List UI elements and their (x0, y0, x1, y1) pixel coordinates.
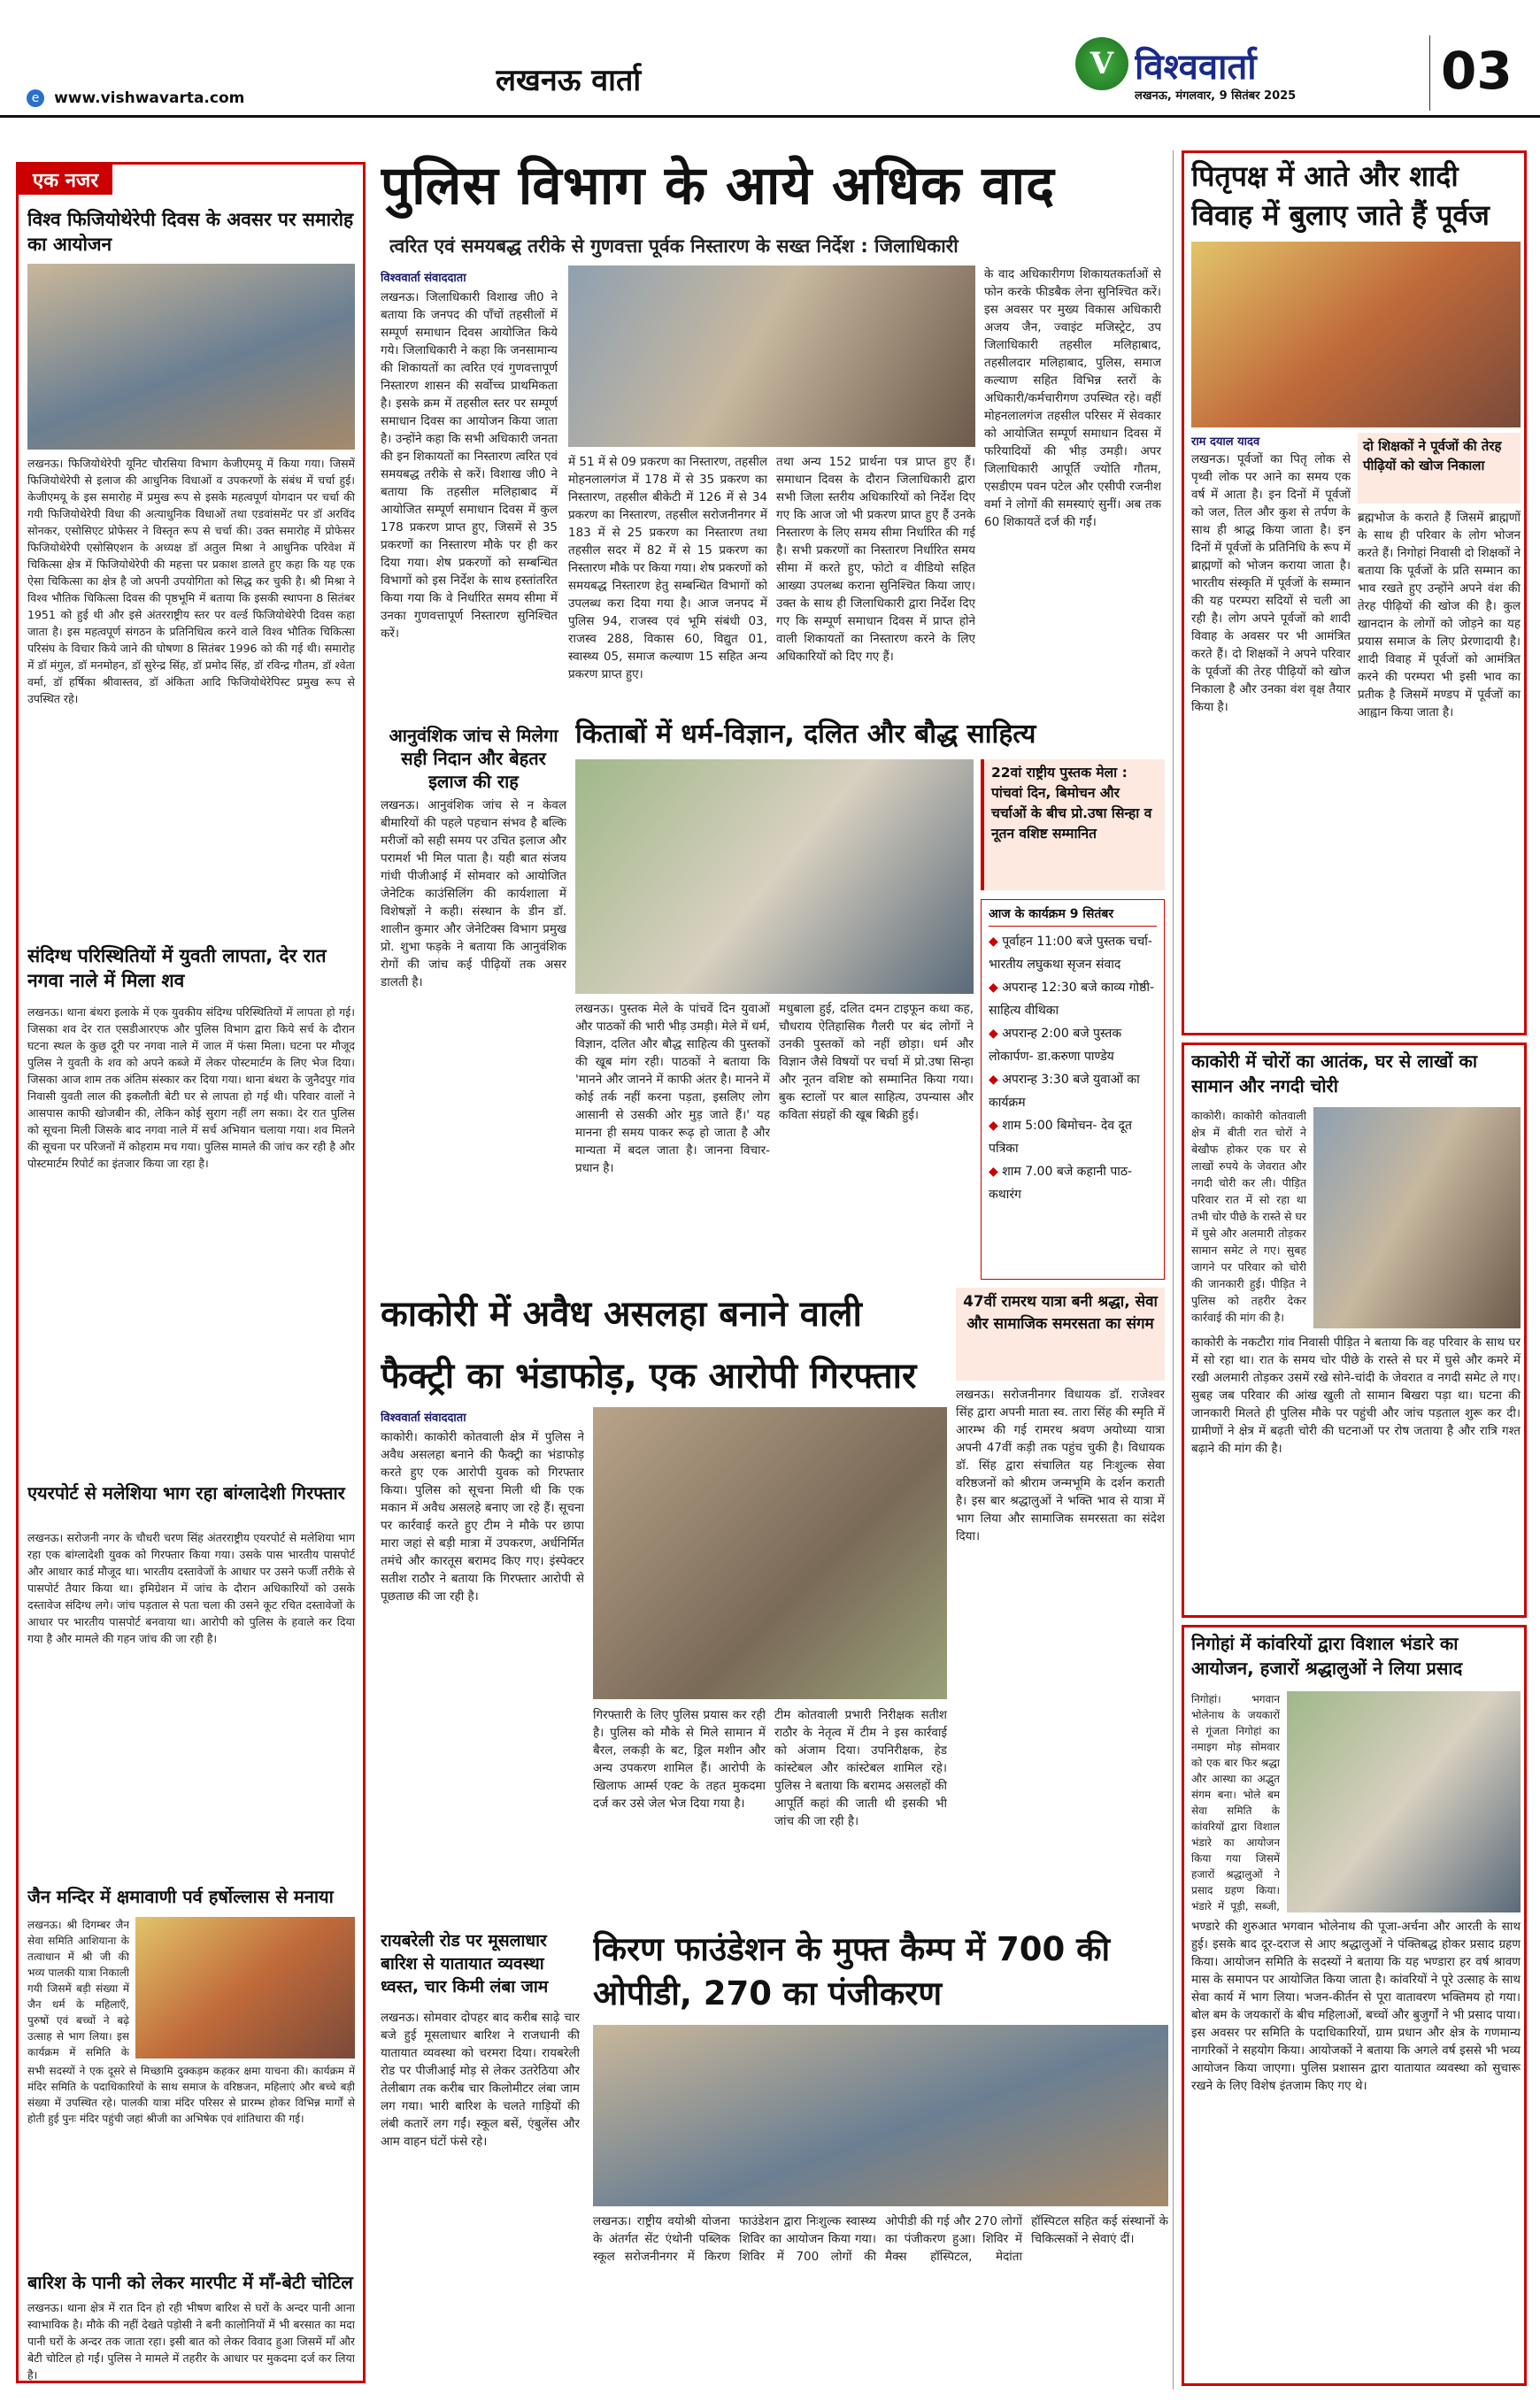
rain-fight-body: लखनऊ। थाना क्षेत्र में रात दिन हो रही भीषण बारिश से घरों के अन्दर पानी आना स्वाभाविक है। मौके की नहीं देखते पड़ोसी ने बनी कालोनियों में भी बरसात का मदा पानी घरों के अन्दर तक जाता रहा। इसी बात को लेकर विवाद हुआ जिसमें माँ और बेटी चोटिल हो गईं। पुलिस ने मामले में तहरीर के आधार पर मुकदमा दर्ज कर लिया है। (27, 2301, 355, 2382)
section-title: लखनऊ वार्ता (496, 63, 642, 98)
lead-byline: विश्ववार्ता संवाददाता (381, 272, 466, 285)
schedule-list (989, 930, 1157, 1206)
kiran-body: लखनऊ। राष्ट्रीय वयोश्री योजना के अंतर्गत सेंट एंथोनी पब्लिक स्कूल सरोजनीनगर में किरण फाउंडेशन द्वारा निःशुल्क स्वास्थ्य शिविर का आयोजन किया गया। शिविर में 700 लोगों की ओपीडी की गई और 270 लोगों का पंजीकरण हुआ। शिविर में मैक्स हॉस्पिटल, मेदांता हॉस्पिटल सहित कई संस्थानों के चिकित्सकों ने सेवाएं दीं। (593, 2214, 1168, 2264)
books-body1: लखनऊ। पुस्तक मेले के पांचवें दिन युवाओं और पाठकों की भारी भीड़ उमड़ी। मेले में धर्म, विज्ञान, दलित और बौद्ध साहित्य की पुस्तकों की खूब मांग रही। पाठकों ने बताया कि 'मानने और जानने में काफी अंतर है। मानने में कोई तर्क नहीं करना पड़ता, इसलिए लोग आसानी से उसकी ओर मुड़ जाते हैं।' यह मानना ही समय पाकर रूढ़ हो जाता है और मान्यता में बदल जाता है। जानना विचार-प्रधान है। (575, 1002, 770, 1175)
clock-icon: ◆ (989, 1027, 998, 1041)
pitrapaksh-headline: पितृपक्ष में आते और शादी विवाह में बुलाए जाते हैं पूर्वज (1191, 159, 1490, 232)
bhandara-body: निगोहां। भगवान भोलेनाथ के जयकारों से गूंजता निगोहां का नमाइग मोड़ सोमवार को एक बार फिर श्रद्धा और आस्था का अद्भुत संगम बना। भोले बम सेवा समिति के कांवरियों द्वारा विशाल भंडारे का आयोजन किया गया जिसमें हजारों श्रद्धालुओं ने प्रसाद ग्रहण किया। भंडारे में पूड़ी, सब्जी, (1191, 1693, 1280, 1912)
jain-headline: जैन मन्दिर में क्षमावाणी पर्व हर्षोल्लास से मनाया (27, 1886, 334, 1907)
schedule-item: ◆ अपरान्ह 12:30 बजे काव्य गोष्ठी- साहित्य वीथिका (989, 981, 1155, 1018)
pitrapaksh-highlight-box (1358, 433, 1521, 504)
jain-photo (135, 1917, 355, 2059)
raebareli-headline: रायबरेली रोड पर मूसलाधार बारिश से यातायात व्यवस्था ध्वस्त, चार किमी लंबा जाम (381, 1931, 549, 1997)
lead-col1: लखनऊ। जिलाधिकारी विशाख जी0 ने बताया कि जनपद की पाँचों तहसीलों में सम्पूर्ण समाधान दिवस आयोजित किये गये। जिलाधिकारी ने कहा कि जनसामान्य की शिकायतों का त्वरित एवं गुणवत्तापूर्ण निस्तारण शासन की सर्वोच्च प्राथमिकता है। इसके क्रम में तहसील स्तर पर सम्पूर्ण समाधान दिवस का आयोजन किया जाता है। उन्होंने कहा कि सभी अधिकारी जनता की इन शिकायतों का निस्तारण त्वरित एवं समयबद्ध तरीके से करें। विशाख जी0 ने बताया कि तहसील मलिहाबाद में आयोजित सम्पूर्ण समाधान दिवस में कुल 178 प्रकरण प्राप्त हुए, जिसमें से 35 प्रकरणों का निस्तारण मौके पर ही कर दिया गया। शेष प्रकरणों को सम्बन्धित विभागों को इस निर्देश के साथ हस्तांतरित किया गया कि वे निर्धारित समय सीमा में उनका गुणवत्तापूर्ण निस्तारण सुनिश्चित करें। (381, 290, 558, 641)
kakori-body2: गिरफ्तारी के लिए पुलिस प्रयास कर रही है। पुलिस को मौके से मिले सामान में बैरल, लकड़ी के बट, ड्रिल मशीन और अन्य उपकरण शामिल हैं। आरोपी के खिलाफ आर्म्स एक्ट के तहत मुकदमा दर्ज कर उसे जेल भेज दिया गया है। (593, 1708, 766, 1811)
airport-headline: एयरपोर्ट से मलेशिया भाग रहा बांग्लादेशी गिरफ्तार (27, 1482, 345, 1504)
dateline: लखनऊ, मंगलवार, 9 सितंबर 2025 (1135, 89, 1297, 103)
thieves-box (1182, 1043, 1527, 1618)
schedule-item: ◆ शाम 5:00 बिमोचन- देव दूत पत्रिका (989, 1119, 1132, 1156)
pitrapaksh-body-cont: ब्रह्मभोज के कराते हैं जिसमें ब्राह्मणों के साथ ही परिवार के लोग भोजन करते हैं। निगोहां निवासी दो शिक्षकों ने बताया कि पूर्वजों के प्रति सम्मान का भाव रखते हुए उन्होंने अपने वंश की तेरह पीढ़ियों की खोज की है। कुल खानदान के लोगों को जोड़ने का यह प्रयास समाज के लिए प्रेरणादायी है। शादी विवाह में पूर्वजों को आमंत्रित करने की परम्परा भी इसी भाव का प्रतीक है जिसमें मण्डप में पूर्वजों का आह्वान किया जाता है। (1358, 511, 1521, 720)
kakori-byline: विश्ववार्ता संवाददाता (381, 1412, 466, 1425)
kakori-headline: काकोरी में अवैध असलहा बनाने वाली फैक्ट्री का भंडाफोड़, एक आरोपी गिरफ्तार (381, 1294, 917, 1397)
genetic-headline: आनुवंशिक जांच से मिलेगा सही निदान और बेहतर इलाज की राह (389, 725, 558, 792)
schedule-item: ◆ पूर्वाहन 11:00 बजे पुस्तक चर्चा- भारतीय लघुकथा सृजन संवाद (989, 935, 1152, 972)
page-number-text: 03 (1441, 41, 1513, 101)
ramrath-headline: 47वीं रामरथ यात्रा बनी श्रद्धा, सेवा और सामाजिक समरसता का संगम (963, 1293, 1158, 1333)
clock-icon: ◆ (989, 1165, 998, 1179)
kakori-body3: टीम कोतवाली प्रभारी निरीक्षक सतीश राठौर के नेतृत्व में टीम ने इस कार्रवाई को अंजाम दिया। उपनिरीक्षक, हेड कांस्टेबल और कांस्टेबल शामिल रहे। पुलिस ने बताया कि बरामद असलहों की आपूर्ति कहां की जाती थी इसकी भी जांच की जा रही है। (774, 1708, 947, 1828)
schedule-item: ◆ शाम 7.00 बजे कहानी पाठ- कथारंग (989, 1165, 1133, 1202)
raebareli-body: लखनऊ। सोमवार दोपहर बाद करीब साढ़े चार बजे हुई मूसलाधार बारिश ने राजधानी की यातायात व्यवस्था को चरमरा दिया। रायबरेली रोड पर पीजीआई मोड़ से लेकर उतरेठिया और तेलीबाग तक करीब चार किलोमीटर लंबा जाम लग गया। भारी बारिश के चलते गाड़ियों की लंबी कतारें लग गईं। स्कूल बसें, एंबुलेंस और आम वाहन घंटों फंसे रहे। (381, 2011, 580, 2149)
clock-icon: ◆ (989, 935, 998, 949)
airport-body: लखनऊ। सरोजनी नगर के चौधरी चरण सिंह अंतरराष्ट्रीय एयरपोर्ट से मलेशिया भाग रहा एक बांग्लादेशी युवक को गिरफ्तार किया गया। उसके पास भारतीय पासपोर्ट और आधार कार्ड मौजूद था। भारतीय दस्तावेजों के आधार पर उसने फर्जी तरीके से पासपोर्ट तैयार किया था। इमिग्रेशन में जांच के दौरान अधिकारियों को उसके दस्तावेज संदिग्ध लगे। जांच पड़ताल से पता चला की उसने कूट रचित दस्तावेजों के आधार पर भारतीय पासपोर्ट बनवाया था। आरोपी को पुलिस के हवाले कर दिया गया है और मामले की गहन जांच की जा रही है। (27, 1531, 355, 1645)
clock-icon: ◆ (989, 1119, 998, 1133)
clock-icon: ◆ (989, 981, 998, 995)
ek-nazar-tag: एक नजर (19, 165, 112, 195)
schedule-item: ◆ अपरान्ह 3:30 बजे युवाओं का कार्यक्रम (989, 1073, 1140, 1110)
lead-col4: के वाद अधिकारीगण शिकायतकर्ताओं से फोन करके फीडबैक लेना सुनिश्चित करें। इस अवसर पर मुख्य विकास अधिकारी अजय जैन, ज्वाइंट मजिस्ट्रेट, उप जिलाधिकारी तहसील मलिहाबाद, तहसीलदार मलिहाबाद, पुलिस, समाज कल्याण सहित विभिन्न स्तरों के अधिकारी/कर्मचारीगण उपस्थित रहे। वहीं मोहनलालगंज तहसील परिसर में सेवकार को आयोजित सम्पूर्ण समाधान दिवस में फरियादियों की भीड़ उमड़ी। अपर जिलाधिकारी आपूर्ति ज्योति गौतम, एसडीएम पवन पटेल और एसीपी रजनीश वर्मा ने लोगों की समस्याएं सुनीं। अब तक 60 शिकायतें दर्ज की गईं। (984, 267, 1161, 529)
schedule-item: ◆ अपरान्ह 2:00 बजे पुस्तक लोकार्पण- डा.करुणा पाण्डेय (989, 1027, 1122, 1064)
brand-name: विश्ववार्ता (1135, 47, 1257, 88)
kakori-body1: काकोरी। काकोरी कोतवाली क्षेत्र में पुलिस ने अवैध असलहा बनाने की फैक्ट्री का भंडाफोड़ करते हुए एक आरोपी युवक को गिरफ्तार किया। पुलिस को सूचना मिली थी कि एक मकान में अवैध असलहे बनाए जा रहे हैं। सूचना पर कार्रवाई करते हुए टीम ने मौके पर छापा मारा जहां से बड़ी मात्रा में उपकरण, अर्धनिर्मित तमंचे और कारतूस बरामद किए गए। इंस्पेक्टर सतीश राठौर ने बताया कि गिरफ्तार आरोपी से पूछताछ की जा रही है। (381, 1430, 584, 1604)
pitrapaksh-photo (1191, 242, 1521, 427)
lead-col2: में 51 में से 09 प्रकरण का निस्तारण, तहसील मोहनलालगंज में 178 में से 35 प्रकरण का निस्तारण, तहसील बीकेटी में 126 में से 34 प्रकरण का निस्तारण, तहसील सरोजनीनगर में 183 में से 25 प्रकरण का निस्तारण तथा तहसील सदर में 82 में से 15 प्रकरण का निस्तारण मौके पर किया गया। शेष प्रकरणों को समयबद्ध निस्तारण हेतु सम्बन्धित विभागों को उपलब्ध करा दिया गया है। आज जनपद में पुलिस 94, राजस्व एवं भूमि संबंधी 03, राजस्व 288, विकास 60, विद्युत 01, स्वास्थ्य 05, समाज कल्याण 15 सहित अन्य प्रकरण प्राप्त हुए। (568, 455, 767, 681)
website-row[interactable] (27, 88, 381, 112)
books-headline: किताबों में धर्म-विज्ञान, दलित और बौद्ध साहित्य (575, 719, 1036, 750)
masthead-rule (0, 115, 1540, 118)
globe-icon: e (27, 89, 44, 107)
right-divider (1173, 150, 1174, 2389)
ramrath-box (956, 1288, 1165, 1381)
physio-photo (27, 264, 355, 450)
jain-body: लखनऊ। श्री दिगम्बर जैन सेवा समिति आशियाना के तत्वाधान में श्री जी की भव्य पालकी यात्रा निकाली गयी जिसमें बड़ी संख्या में जैन धर्म के महिलाएँ, पुरुषों एवं बच्चों ने बढ़े उत्साह से भाग लिया। इस कार्यक्रम में समिति के (27, 1919, 129, 2059)
masthead (0, 0, 1540, 115)
jain-body-cont: सभी सदस्यों ने एक दूसरे से मिच्छामि दुक्कड़म कहकर क्षमा याचना की। कार्यक्रम में मंदिर समिति के पदाधिकारियों के साथ समाज के वरिष्ठजन, महिलाएं और बच्चे बड़ी संख्या में उपस्थित रहे। पालकी यात्रा मंदिर परिसर से प्रारम्भ होकर विभिन्न मार्गों से होती हुई पुनः मंदिर पहुंची जहां श्रीजी का अभिषेक एवं शांतिधारा की गई। (27, 2065, 355, 2125)
clock-icon: ◆ (989, 1073, 998, 1087)
bhandara-body-cont: भण्डारे की शुरुआत भगवान भोलेनाथ की पूजा-अर्चना और आरती के साथ हुई। इसके बाद दूर-दराज से आए श्रद्धालुओं ने पंक्तिबद्ध होकर प्रसाद ग्रहण किया। आयोजन समिति के सदस्यों ने बताया कि यह भण्डारा हर वर्ष श्रावण मास के समापन पर आयोजित किया जाता है। कांवरियों ने पूरे उत्साह के साथ सेवा कार्य में भाग लिया। भजन-कीर्तन से पूरा वातावरण भक्तिमय हो गया। बोल बम के जयकारों के बीच महिलाओं, बच्चों और बुजुर्गों ने भी प्रसाद पाया। इस अवसर पर समिति के पदाधिकारियों, ग्राम प्रधान और क्षेत्र के गणमान्य नागरिकों ने सहयोग किया। आयोजकों ने बताया कि अगले वर्ष इससे भी भव्य आयोजन किया जाएगा। पुलिस प्रशासन द्वारा यातायात व्यवस्था को सुचारू रखने के लिए विशेष इंतजाम किए गए थे। (1191, 1920, 1521, 2093)
thieves-photo (1313, 1107, 1521, 1328)
lead-photo (568, 265, 975, 447)
ramrath-body: लखनऊ। सरोजनीनगर विधायक डॉ. राजेश्वर सिंह द्वारा अपनी माता स्व. तारा सिंह की स्मृति में आरम्भ की गई रामरथ श्रवण अयोध्या यात्रा अपनी 47वीं कड़ी तक पहुंच चुकी है। विधायक डॉ. सिंह द्वारा संचालित यह निःशुल्क सेवा वरिष्ठजनों को श्रीराम जन्मभूमि के दर्शन कराती है। इस बार श्रद्धालुओं ने भक्ति भाव से यात्रा में भाग लिया और सामाजिक समरसता का संदेश दिया। (956, 1388, 1165, 1543)
page-number (1429, 35, 1430, 111)
thieves-body-cont: काकोरी के नकटौरा गांव निवासी पीड़ित ने बताया कि वह परिवार के साथ घर में सो रहा था। रात के समय चोर पीछे के रास्ते से घर में घुसे और कमरे में रखी अलमारी तोड़कर उसमें रखे सोने-चांदी के जेवरात व नगदी समेट ले गए। सुबह जब परिवार की आंख खुली तो सामान बिखरा पड़ा था। घटना की जानकारी मिलते ही पुलिस मौके पर पहुंची और जांच पड़ताल शुरू कर दी। ग्रामीणों ने क्षेत्र में बढ़ती चोरी की घटनाओं पर रोष जताया है और रात्रि गश्त बढ़ाने की मांग की है। (1191, 1335, 1521, 1456)
books-highlight: 22वां राष्ट्रीय पुस्तक मेला : पांचवां दिन, बिमोचन और चर्चाओं के बीच प्रो.उषा सिन्हा व नूतन वशिष्ट सम्मानित (991, 765, 1152, 842)
bhandara-headline: निगोहां में कांवरियों द्वारा विशाल भंडारे का आयोजन, हजारों श्रद्धालुओं ने लिया प्रसाद (1191, 1633, 1463, 1679)
thieves-headline: काकोरी में चोरों का आतंक, घर से लाखों का सामान और नगदी चोरी (1191, 1050, 1478, 1097)
ek-nazar-box (16, 162, 366, 2383)
website-link[interactable]: www.vishwavarta.com (54, 88, 245, 107)
pitrapaksh-byline: राम दयाल यादव (1191, 435, 1260, 449)
pitrapaksh-highlight: दो शिक्षकों ने पूर्वजों की तेरह पीढ़ियों को खोज निकाला (1363, 438, 1502, 473)
kiran-photo (593, 2025, 1168, 2206)
lead-subhead: त्वरित एवं समयबद्ध तरीके से गुणवत्ता पूर्वक निस्तारण के सख्त निर्देश : जिलाधिकारी (389, 235, 959, 257)
rain-fight-headline: बारिश के पानी को लेकर मारपीट में माँ-बेटी चोटिल (27, 2272, 353, 2293)
missing-girl-body: लखनऊ। थाना बंथरा इलाके में एक युवकीय संदिग्ध परिस्थितियों में लापता हो गई। जिसका शव देर रात एसडीआरएफ और पुलिस विभाग द्वारा किये सर्च के दौरान घटना स्थल के कुछ दूरी पर नगवा नाले में जाल में फंसा मिला। घटना पर मौजूद पुलिस ने युवती के शव को अपने कब्जे में लेकर पोस्टमार्टम के लिए भेज दिया। जिसका आज शाम तक अंतिम संस्कार कर दिया गया। थाना बंथरा के जुनैदपुर गांव निवासी युवती लाल की इकलौती बेटी घर से लापता हो गई थी। परिवार वालों ने आसपास काफी खोजबीन की, लेकिन कोई सुराग नहीं लग सका। देर रात पुलिस को सूचना मिली जिसके बाद नगवा नाले में सर्च अभियान चलाया गया। शव मिलने की सूचना पर परिजनों में कोहराम मच गया। पुलिस मामले की जांच कर रही है और पोस्टमार्टम रिपोर्ट का इंतजार किया जा रहा है। (27, 1005, 355, 1170)
bhandara-photo (1287, 1691, 1521, 1912)
thieves-body: काकोरी। काकोरी कोतवाली क्षेत्र में बीती रात चोरों ने बेखौफ होकर एक घर से लाखों रुपये के जेवरात और नगदी चोरी कर ली। पीड़ित परिवार रात में सो रहा था तभी चोर पीछे के रास्ते से घर में घुसे और अलमारी तोड़कर सामान समेट ले गए। सुबह जागने पर परिवार को चोरी की जानकारी हुई। पीड़ित ने पुलिस को तहरीर देकर कार्रवाई की मांग की है। (1191, 1109, 1306, 1324)
pitrapaksh-body: लखनऊ। पूर्वजों का पितृ लोक से पृथ्वी लोक पर आने का समय एक वर्ष में आता है। इन दिनों में पूर्वजों को जल, तिल और कुश से तर्पण के साथ ही श्राद्ध किया जाता है। इन दिनों में पूर्वजों के प्रतिनिधि के रूप में ब्राह्मणों को भोजन कराया जाता है। भारतीय संस्कृति में पूर्वजों के सम्मान की यह परम्परा सदियों से चली आ रही है। लोग अपने पूर्वजों को शादी विवाह के अवसर पर भी आमंत्रित करते हैं। दो शिक्षकों ने अपने परिवार के पूर्वजों की तेरह पीढ़ियों को खोज निकाला है और उनका वंश वृक्ष तैयार किया है। (1191, 452, 1351, 714)
physio-body: लखनऊ। फिजियोथेरेपी यूनिट चौरसिया विभाग केजीएमयू में किया गया। जिसमें फिजियोथेरेपी से इलाज की आधुनिक विधाओं व उपकरणों के संबंध में चर्चा हुई। केजीएमयू के इस समारोह में प्रमुख रूप से इसके महत्वपूर्ण योगदान पर चर्चा की गयी फिजियोथेरेपी विधा की अत्याधुनिक विधाओं तथा एडवांसमेंट पर डॉ अरविंद सोनकर, एसोसिएट प्रोफेसर ने विस्तृत रूप से चर्चा की। उक्त समारोह में प्रोफेसर फिजियोथेरेपी एसोसिएशन के अध्यक्ष डॉ अतुल मिश्रा ने आधुनिक परिवेश में चिकित्सा क्षेत्र में फिजियोथेरेपी की महत्ता पर प्रकाश डालते हुए कहा कि यह एक ऐसा चिकित्सा का क्षेत्र है जो अपनी उपयोगिता को सिद्ध कर चुकी है। श्री मिश्रा ने विश्व भौतिक चिकित्सा दिवस की पृष्ठभूमि में बताया कि इसकी स्थापना 8 सितंबर 1951 को हुई थी और इसे अंतरराष्ट्रीय स्तर पर वर्ल्ड फिजियोथेरेपी दिवस कहा जाता है। इस महत्वपूर्ण संगठन के प्रतिनिधित्व करने वाले विश्व भौतिक चिकित्सा परिसंघ के विचार किये जाने की घोषणा 8 सितंबर 1996 को की गई थी। समारोह में डॉ मंगुल, डॉ मनमोहन, डॉ सुरेन्द्र सिंह, डॉ प्रमोद सिंह, डॉ रविन्द्र गौतम, डॉ श्वेता वर्मा, डॉ हर्षिका श्रीवास्तव, डॉ अंकिता आदि फिजियोथेरेपिस्ट प्रमुख रूप से उपस्थित रहे। (27, 457, 355, 705)
books-schedule (981, 899, 1165, 1280)
lead-headline: पुलिस विभाग के आये अधिक वाद (381, 155, 1056, 217)
books-highlight-box (981, 759, 1165, 890)
pitrapaksh-box (1182, 150, 1527, 1035)
v-logo-icon: V (1090, 46, 1114, 81)
books-photo (575, 759, 974, 994)
genetic-body: लखनऊ। आनुवंशिक जांच से न केवल बीमारियों की पहले पहचान संभव है बल्कि मरीजों को सही समय पर उचित इलाज और परामर्श भी मिल पाता है। यही बात संजय गांधी पीजीआई में सोमवार को आयोजित जेनेटिक काउंसिलिंग की कार्यशाला में विशेषज्ञों ने कही। संस्थान के डीन डॉ. शालीन कुमार और जेनेटिक्स विभाग प्रमुख प्रो. शुभा फड़के ने बताया कि आनुवंशिक रोगों की जांच कई पीढ़ियों तक असर डालती है। (381, 798, 566, 989)
kiran-headline: किरण फाउंडेशन के मुफ्त कैम्प में 700 की ओपीडी, 270 का पंजीकरण (593, 1930, 1111, 2012)
kakori-photo (593, 1407, 947, 1699)
schedule-title: आज के कार्यक्रम 9 सितंबर (989, 905, 1157, 927)
bhandara-box (1182, 1625, 1527, 2386)
physio-headline: विश्व फिजियोथेरेपी दिवस के अवसर पर समारोह का आयोजन (27, 209, 354, 255)
brand-logo (1075, 37, 1128, 90)
missing-girl-headline: संदिग्ध परिस्थितियों में युवती लापता, देर रात नगवा नाले में मिला शव (27, 945, 327, 991)
books-body2: मधुबाला हुई, दलित दमन टाइफून कथा कह, चौधराय ऐतिहासिक गैलरी पर बंद लोगों ने उनकी पुस्तकों को नहीं छोड़ा। धर्म और विज्ञान जैसे विषयों पर चर्चा में प्रो.उषा सिन्हा और नूतन वशिष्ट को सम्मानित किया गया। बुक स्टालों पर बाल साहित्य, उपन्यास और कविता संग्रहों की खूब बिक्री हुई। (779, 1002, 974, 1122)
lead-col3: तथा अन्य 152 प्रार्थना पत्र प्राप्त हुए हैं। समाधान दिवस के दौरान जिलाधिकारी द्वारा सभी जिला स्तरीय अधिकारियों को निर्देश दिए गए कि आज जो भी प्रकरण प्राप्त हुए हैं उनके निस्तारण के लिए समय सीमा निर्धारित की गई है। सभी प्रकरणों का निस्तारण निर्धारित समय सीमा में करते हुए, फोटो व वीडियो सहित आख्या उपलब्ध कराना सुनिश्चित किया जाए। उक्त के साथ ही जिलाधिकारी द्वारा निर्देश दिए गए कि सम्पूर्ण समाधान दिवस में प्राप्त होने वाली शिकायतों का निस्तारण करने के लिए अधिकारियों को दिए गए हैं। (776, 455, 975, 664)
